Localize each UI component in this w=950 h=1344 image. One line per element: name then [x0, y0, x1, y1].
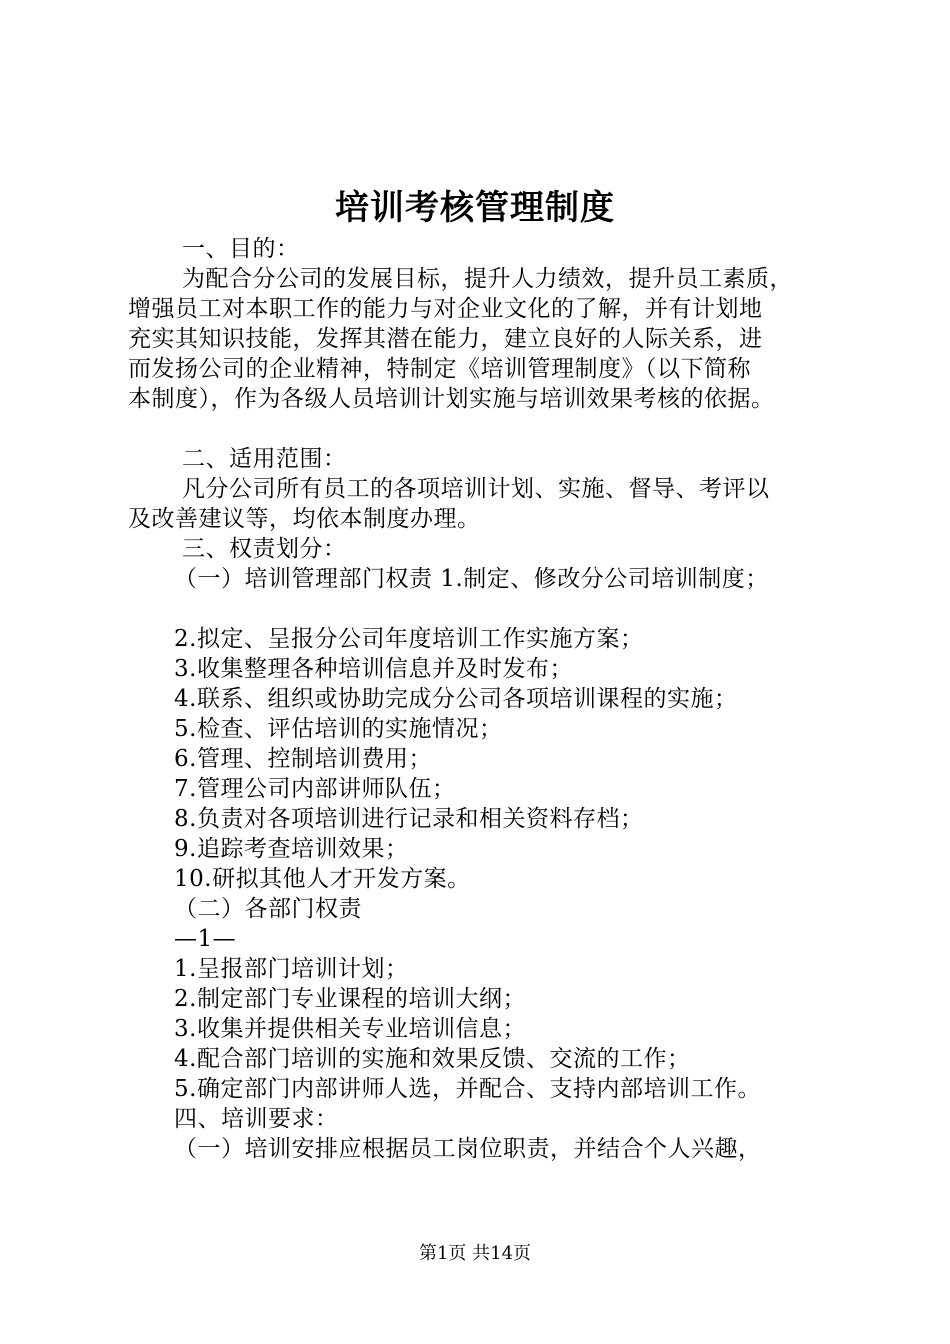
paragraph-line: 充实其知识技能，发挥其潜在能力，建立良好的人际关系，进 [128, 326, 763, 352]
section-heading: 一、目的： [182, 236, 300, 262]
paragraph-line: 为配合分公司的发展目标，提升人力绩效，提升员工素质， [182, 266, 793, 292]
list-item: 9.追踪考查培训效果； [174, 836, 409, 862]
list-item: 6.管理、控制培训费用； [174, 746, 432, 772]
paragraph-gap [128, 594, 848, 624]
section-heading: 二、适用范围： [182, 446, 347, 472]
list-item: 5.确定部门内部讲师人选，并配合、支持内部培训工作。 [174, 1076, 761, 1102]
list-item: 3.收集并提供相关专业培训信息； [174, 1016, 526, 1042]
paragraph-line: 及改善建议等，均依本制度办理。 [128, 506, 481, 532]
paragraph-line: 凡分公司所有员工的各项培训计划、实施、督导、考评以 [182, 476, 770, 502]
list-item: 4.配合部门培训的实施和效果反馈、交流的工作； [174, 1046, 691, 1072]
subsection-line: （一）培训管理部门权责 1.制定、修改分公司培训制度； [174, 566, 769, 592]
subsection-line: （一）培训安排应根据员工岗位职责，并结合个人兴趣， [174, 1136, 762, 1162]
paragraph-line: 增强员工对本职工作的能力与对企业文化的了解，并有计划地 [128, 296, 763, 322]
list-item: 3.收集整理各种培训信息并及时发布； [174, 656, 573, 682]
list-item: 10.研拟其他人才开发方案。 [174, 866, 471, 892]
list-item: 7.管理公司内部讲师队伍； [174, 776, 456, 802]
subsection-heading: （二）各部门权责 [174, 896, 362, 922]
paragraph-line: 本制度），作为各级人员培训计划实施与培训效果考核的依据。 [128, 386, 775, 412]
document-body [128, 234, 848, 1164]
list-item: 8.负责对各项培训进行记录和相关资料存档； [174, 806, 644, 832]
paragraph-line: 而发扬公司的企业精神，特制定《培训管理制度》（以下简称 [128, 356, 751, 382]
list-item: 1.呈报部门培训计划； [174, 956, 409, 982]
section-heading: 四、培训要求： [174, 1106, 339, 1132]
list-item: 5.检查、评估培训的实施情况； [174, 716, 503, 742]
list-item: 2.拟定、呈报分公司年度培训工作实施方案； [174, 626, 644, 652]
section-heading: 三、权责划分： [182, 536, 347, 562]
list-item: 4.联系、组织或协助完成分公司各项培训课程的实施； [174, 686, 738, 712]
list-item: 2.制定部门专业课程的培训大纲； [174, 986, 526, 1012]
paragraph-gap [128, 414, 848, 444]
inline-page-marker: —1— [174, 926, 237, 952]
document-title: 培训考核管理制度 [335, 188, 615, 228]
page-footer: 第1页 共14页 [418, 1243, 532, 1264]
